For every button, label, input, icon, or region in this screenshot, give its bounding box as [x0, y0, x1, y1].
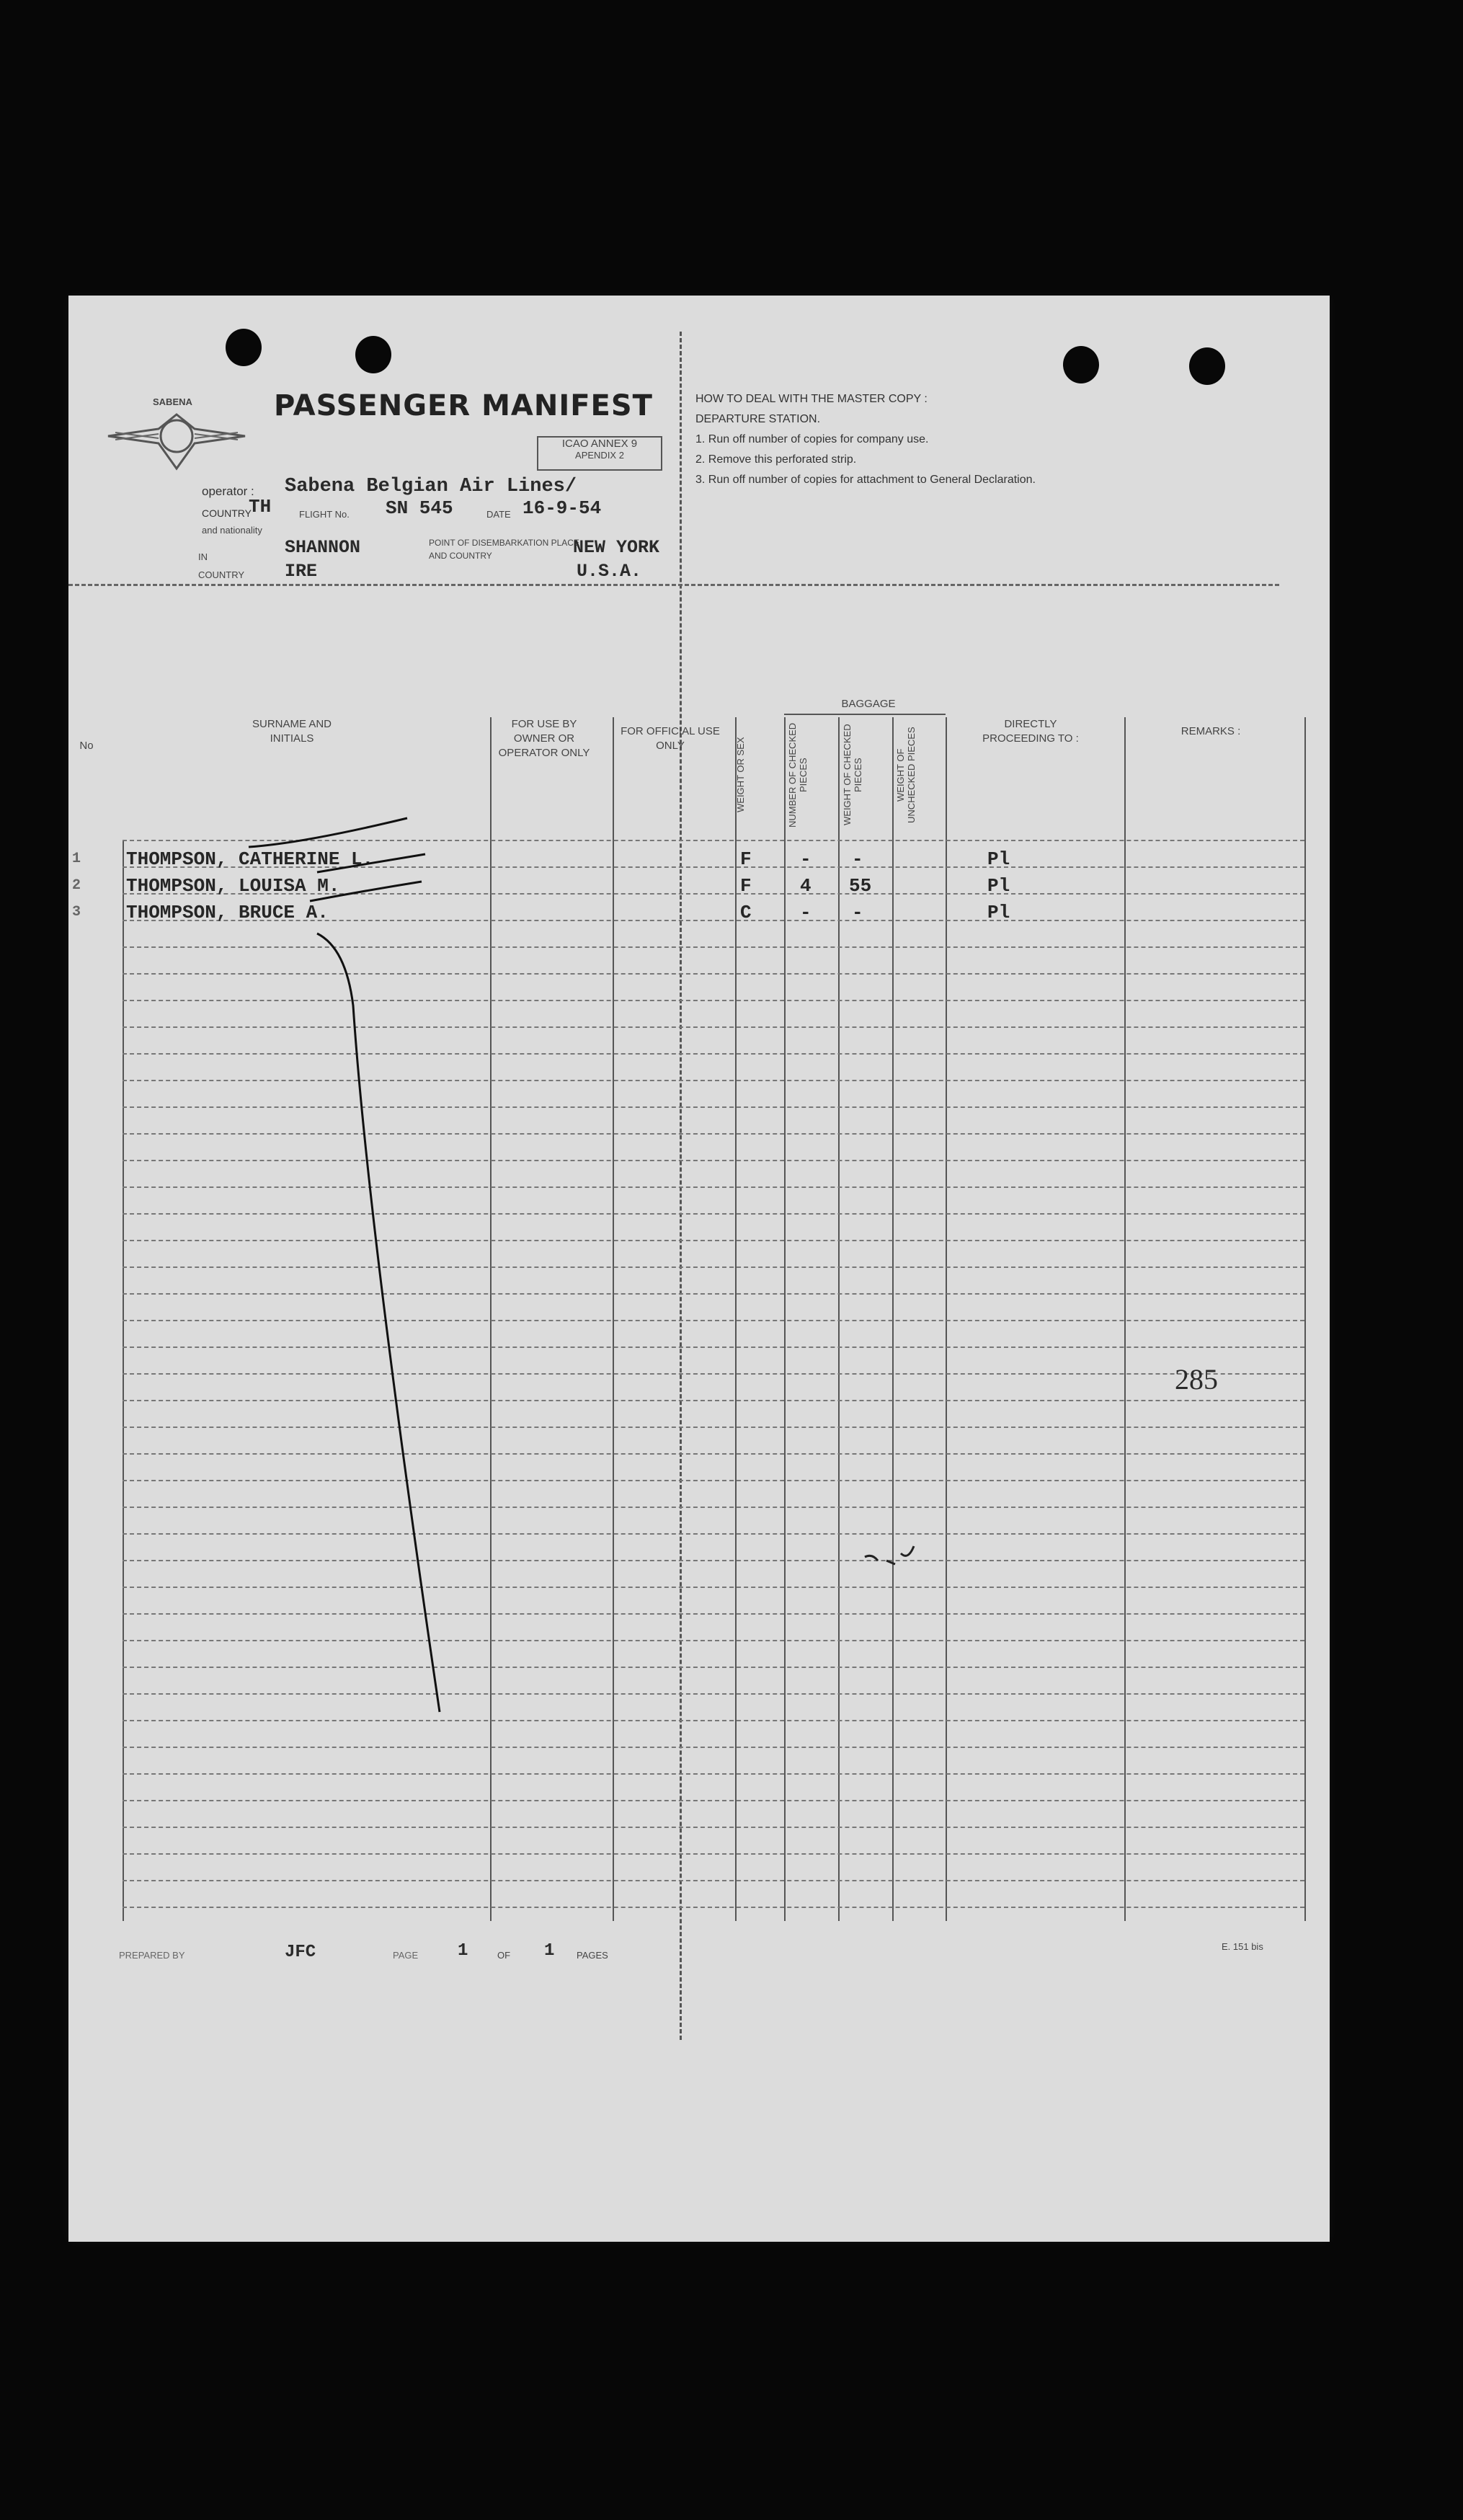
nationality-label: and nationality — [202, 525, 262, 536]
manifest-table — [72, 698, 1304, 1935]
form-code: E. 151 bis — [1222, 1941, 1263, 1952]
punch-hole — [1189, 347, 1225, 385]
prepared-value: JFC — [285, 1943, 316, 1962]
embark-country: IRE — [285, 561, 318, 582]
embark-place: SHANNON — [285, 537, 361, 558]
row-rule — [123, 1907, 1304, 1908]
pen-marks — [123, 717, 915, 1726]
row-rule — [123, 1773, 1304, 1775]
icao-box — [537, 436, 662, 471]
col-baggage: BAGGAGE — [841, 698, 896, 710]
instructions-sub: DEPARTURE STATION. — [695, 413, 821, 425]
disembark-label: POINT OF DISEMBARKATION PLACE AND COUNTRY — [429, 538, 579, 561]
passenger-1-no: 1 — [72, 851, 81, 867]
page-title: PASSENGER MANIFEST — [274, 389, 653, 422]
col-weight-sex: WEIGHT OR SEX — [735, 737, 746, 813]
instructions-block — [695, 389, 1301, 490]
col-num-checked: NUMBER OF CHECKED PIECES — [787, 722, 809, 828]
baggage-rule — [784, 714, 946, 715]
passenger-1-sex: F — [740, 848, 752, 870]
in-label: IN — [198, 551, 208, 562]
manifest-sheet — [68, 296, 1330, 2242]
country-value: TH — [249, 496, 272, 518]
col-weight-unchecked: WEIGHT OF UNCHECKED PIECES — [895, 727, 917, 823]
country2-label: COUNTRY — [198, 569, 245, 580]
row-rule — [123, 1853, 1304, 1855]
icao-line-2: APENDIX 2 — [575, 450, 624, 461]
column-rule — [1304, 717, 1306, 1921]
passenger-3-sex: C — [740, 902, 752, 923]
pages-label: PAGES — [577, 1950, 608, 1961]
passenger-3-no: 3 — [72, 904, 81, 920]
passenger-2-no: 2 — [72, 877, 81, 894]
passenger-1-name: THOMPSON, CATHERINE L. — [126, 848, 374, 870]
passenger-1-num: - — [800, 848, 811, 870]
header-separator — [68, 584, 1279, 586]
passenger-2-dest: Pl — [987, 875, 1010, 897]
passenger-3-name: THOMPSON, BRUCE A. — [126, 902, 329, 923]
date-label: DATE — [486, 509, 511, 520]
col-official: FOR OFFICIAL USE ONLY — [621, 725, 720, 752]
row-rule — [123, 1880, 1304, 1881]
disembark-place: NEW YORK — [573, 537, 660, 558]
punch-hole — [1063, 346, 1099, 383]
of-value: 1 — [544, 1941, 555, 1961]
column-rule — [946, 717, 947, 1921]
logo-text: SABENA — [153, 396, 192, 407]
icao-line-1: ICAO ANNEX 9 — [561, 438, 638, 450]
instructions-step-2: 2. Remove this perforated strip. — [695, 453, 857, 466]
punch-hole — [226, 329, 262, 366]
passenger-2-name: THOMPSON, LOUISA M. — [126, 875, 340, 897]
passenger-3-dest: Pl — [987, 902, 1010, 923]
passenger-3-weight: - — [852, 902, 863, 923]
passenger-3-num: - — [800, 902, 811, 923]
col-surname: SURNAME AND INITIALS — [252, 718, 332, 745]
instructions-step-1: 1. Run off number of copies for company use. — [695, 433, 929, 445]
col-no: No — [79, 740, 94, 752]
passenger-2-num: 4 — [800, 875, 811, 897]
passenger-2-weight: 55 — [849, 875, 872, 897]
flight-value: SN 545 — [386, 497, 453, 519]
instructions-heading: HOW TO DEAL WITH THE MASTER COPY : — [695, 393, 928, 405]
operator-label: operator : — [202, 484, 254, 498]
row-rule — [123, 1800, 1304, 1801]
disembark-country: U.S.A. — [577, 561, 642, 582]
stamp-number: 285 — [1175, 1363, 1218, 1396]
prepared-label: PREPARED BY — [119, 1950, 185, 1961]
sabena-logo — [101, 396, 252, 476]
column-rule — [1124, 717, 1126, 1921]
col-proceeding: DIRECTLY PROCEEDING TO : — [982, 718, 1079, 745]
col-weight-checked: WEIGHT OF CHECKED PIECES — [842, 724, 863, 826]
operator-value: Sabena Belgian Air Lines/ — [285, 476, 577, 497]
of-label: OF — [497, 1950, 511, 1961]
row-rule — [123, 1747, 1304, 1748]
date-value: 16-9-54 — [522, 497, 602, 519]
page-label: PAGE — [393, 1950, 419, 1961]
col-remarks: REMARKS : — [1180, 725, 1241, 737]
row-rule — [123, 1827, 1304, 1828]
punch-hole — [355, 336, 391, 373]
passenger-2-sex: F — [740, 875, 752, 897]
page-value: 1 — [458, 1941, 468, 1961]
col-owner: FOR USE BY OWNER OR OPERATOR ONLY — [498, 718, 590, 759]
instructions-step-3: 3. Run off number of copies for attachment to General Declaration. — [695, 474, 1036, 486]
passenger-1-weight: - — [852, 848, 863, 870]
passenger-1-dest: Pl — [987, 848, 1010, 870]
flight-label: FLIGHT No. — [299, 509, 350, 520]
country-label: COUNTRY — [202, 507, 252, 519]
